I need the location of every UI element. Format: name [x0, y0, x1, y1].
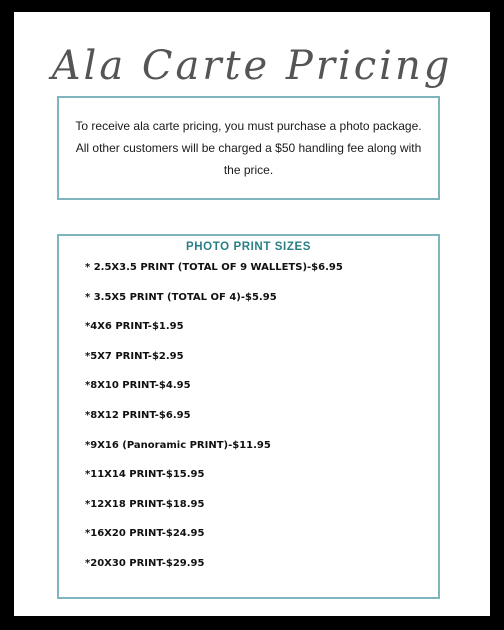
price-item: *5X7 PRINT-$2.95 — [85, 350, 184, 362]
price-item: *9X16 (Panoramic PRINT)-$11.95 — [85, 439, 271, 451]
price-item: *4X6 PRINT-$1.95 — [85, 321, 184, 333]
page-title: Ala Carte Pricing — [51, 43, 453, 89]
price-item: *8X10 PRINT-$4.95 — [85, 380, 191, 392]
price-item: *16X20 PRINT-$24.95 — [85, 528, 205, 540]
price-list-box — [57, 234, 440, 599]
price-item: *11X14 PRINT-$15.95 — [85, 469, 205, 481]
price-item: *8X12 PRINT-$6.95 — [85, 409, 191, 421]
pricing-sheet — [14, 12, 490, 616]
price-list — [85, 261, 343, 587]
price-item: * 2.5X3.5 PRINT (TOTAL OF 9 WALLETS)-$6.95 — [85, 262, 343, 273]
price-item: *12X18 PRINT-$18.95 — [85, 498, 205, 510]
price-list-heading: PHOTO PRINT SIZES — [185, 241, 311, 253]
price-item: * 3.5X5 PRINT (TOTAL OF 4)-$5.95 — [85, 291, 277, 303]
price-item: *20X30 PRINT-$29.95 — [85, 557, 205, 569]
pricing-notice-box — [57, 96, 440, 200]
pricing-notice-text: To receive ala carte pricing, you must purchase a photo package. All other customers will be charged a $50 handling fee along with the price. — [75, 119, 422, 177]
